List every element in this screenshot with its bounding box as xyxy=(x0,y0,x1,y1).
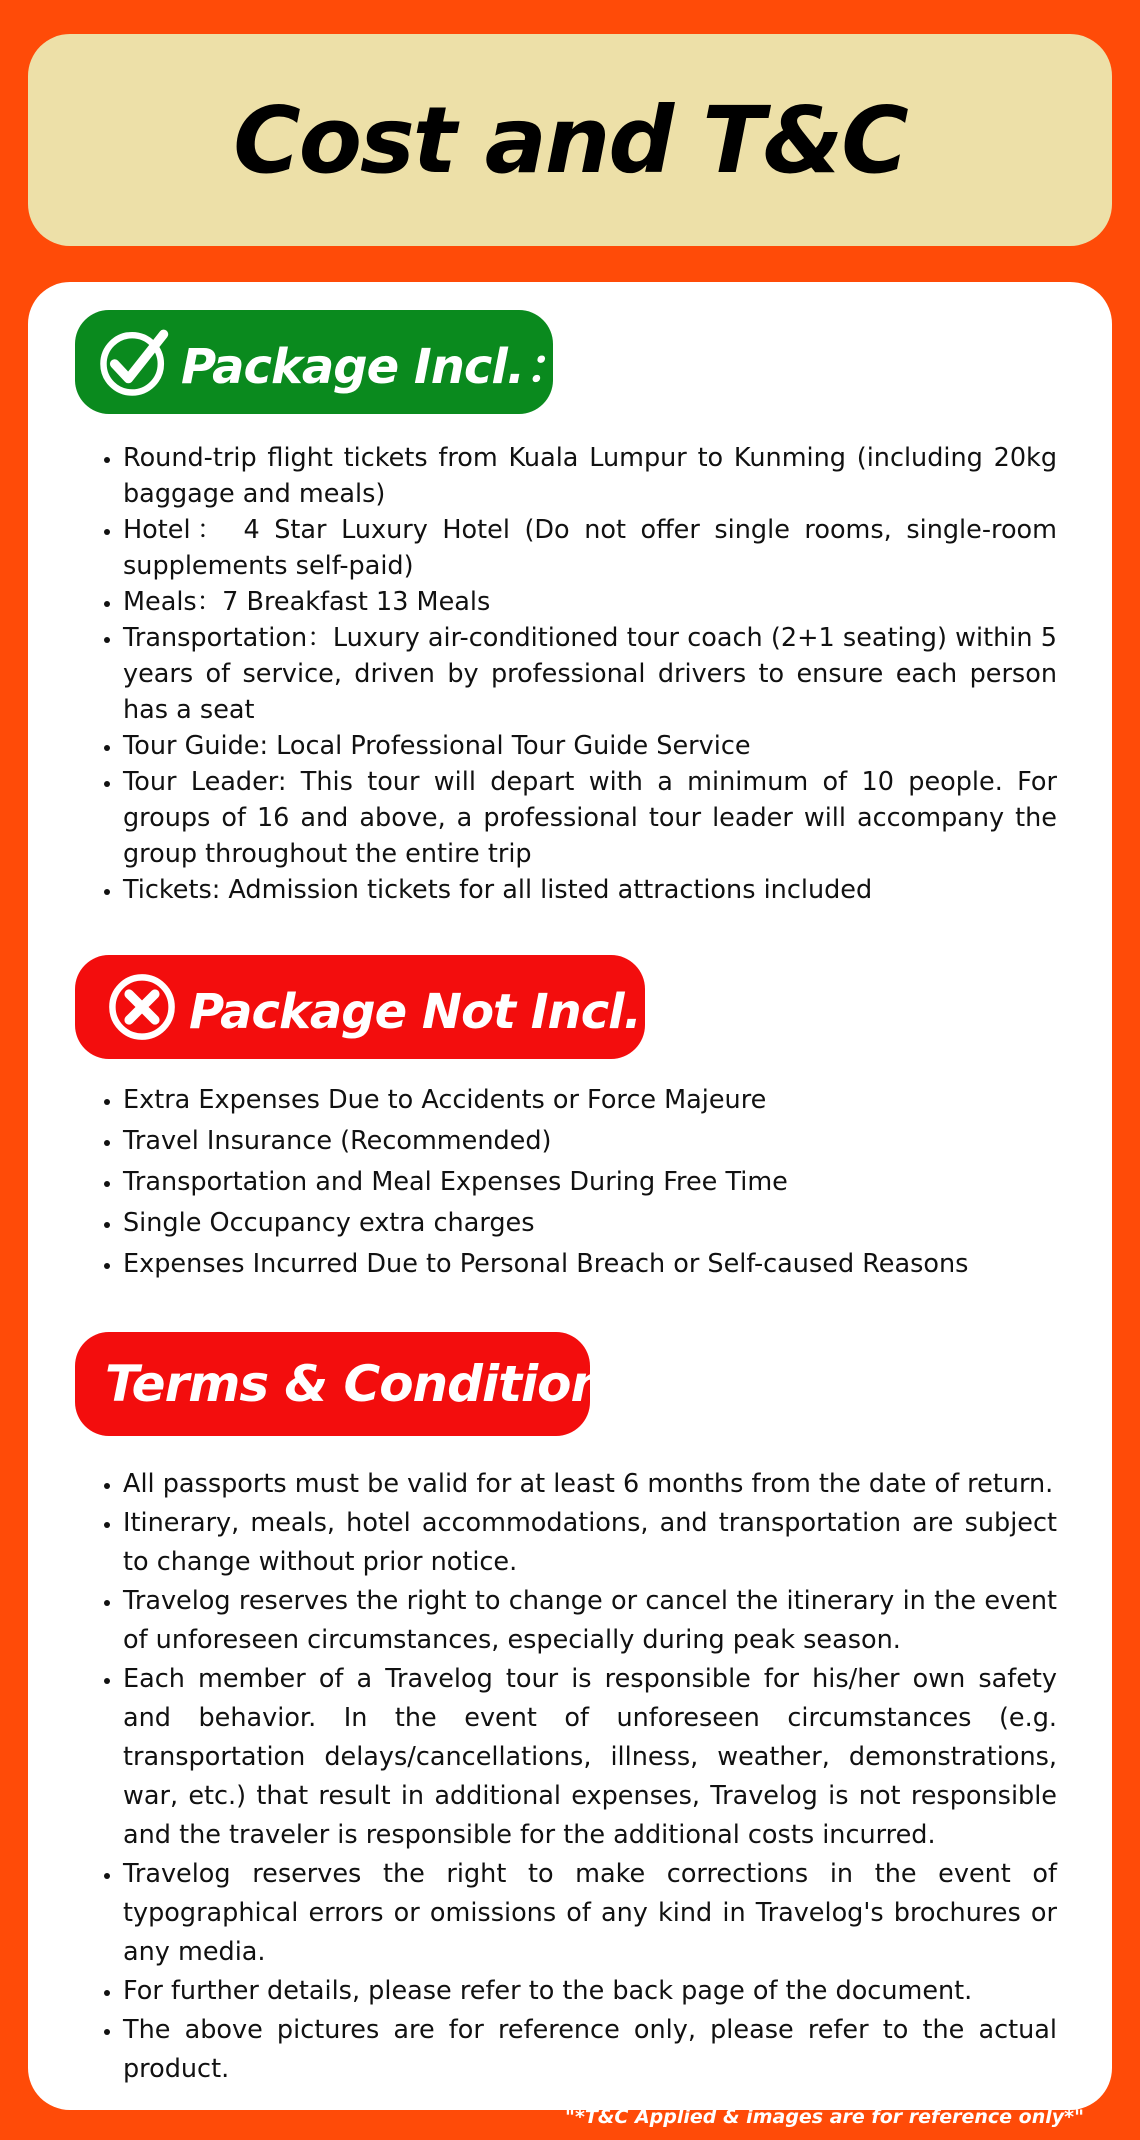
list-item: • All passports must be valid for at least 6 months from the date of return. xyxy=(123,1465,1057,1504)
list-item: • Travel Insurance (Recommended) xyxy=(123,1121,1057,1162)
terms-heading xyxy=(75,1332,634,1436)
list-item: • Tour Leader: This tour will depart with a minimum of 10 people. For groups of 16 and above, a professional tour leader will accompany the group throughout the entire trip xyxy=(123,764,1057,872)
page-title: Cost and T&C xyxy=(233,86,907,194)
list-item: • Expenses Incurred Due to Personal Breach or Self-caused Reasons xyxy=(123,1244,1057,1285)
list-item: • Extra Expenses Due to Accidents or Force Majeure xyxy=(123,1080,1057,1121)
title-banner xyxy=(28,34,1112,246)
list-item: • For further details, please refer to the back page of the document. xyxy=(123,1972,1057,2011)
package-not-included-heading xyxy=(75,955,688,1059)
footer-disclaimer: "*T&C Applied & images are for reference only*" xyxy=(565,2106,1084,2128)
content-card xyxy=(28,282,1112,2110)
list-item: • Single Occupancy extra charges xyxy=(123,1203,1057,1244)
list-item: • Tickets: Admission tickets for all listed attractions included xyxy=(123,872,1057,908)
terms-list xyxy=(79,1465,1057,2089)
package-included-heading xyxy=(75,310,572,414)
package-not-included-label: Package Not Incl.： xyxy=(189,983,688,1040)
list-item: • Hotel： 4 Star Luxury Hotel (Do not offer single rooms, single-room supplements self-paid) xyxy=(123,512,1057,584)
terms-label: Terms & Conditions xyxy=(105,1355,634,1413)
package-not-included-list xyxy=(79,1080,1057,1285)
list-item: • Meals：7 Breakfast 13 Meals xyxy=(123,584,1057,620)
list-item: • Tour Guide: Local Professional Tour Guide Service xyxy=(123,728,1057,764)
list-item: • Round-trip flight tickets from Kuala Lumpur to Kunming (including 20kg baggage and meals) xyxy=(123,440,1057,512)
list-item: • Itinerary, meals, hotel accommodations, and transportation are subject to change without prior notice. xyxy=(123,1504,1057,1582)
x-circle-icon xyxy=(105,970,179,1044)
list-item: • Transportation：Luxury air-conditioned tour coach (2+1 seating) within 5 years of service, driven by professional drivers to ensure each person has a seat xyxy=(123,620,1057,728)
list-item: • Travelog reserves the right to change or cancel the itinerary in the event of unforeseen circumstances, especially during peak season. xyxy=(123,1582,1057,1660)
check-circle-icon xyxy=(97,325,171,399)
list-item: • Travelog reserves the right to make corrections in the event of typographical errors or omissions of any kind in Travelog's brochures or any media. xyxy=(123,1855,1057,1972)
package-included-list xyxy=(79,440,1057,908)
list-item: • Each member of a Travelog tour is responsible for his/her own safety and behavior. In the event of unforeseen circumstances (e.g. transportation delays/cancellations, illness, weather, demonstrations, war, etc.) that result in additional expenses, Travelog is not responsible and the traveler is responsible for the additional costs incurred. xyxy=(123,1660,1057,1855)
list-item: • Transportation and Meal Expenses During Free Time xyxy=(123,1162,1057,1203)
list-item: • The above pictures are for reference only, please refer to the actual product. xyxy=(123,2011,1057,2089)
package-included-label: Package Incl.： xyxy=(181,338,572,395)
